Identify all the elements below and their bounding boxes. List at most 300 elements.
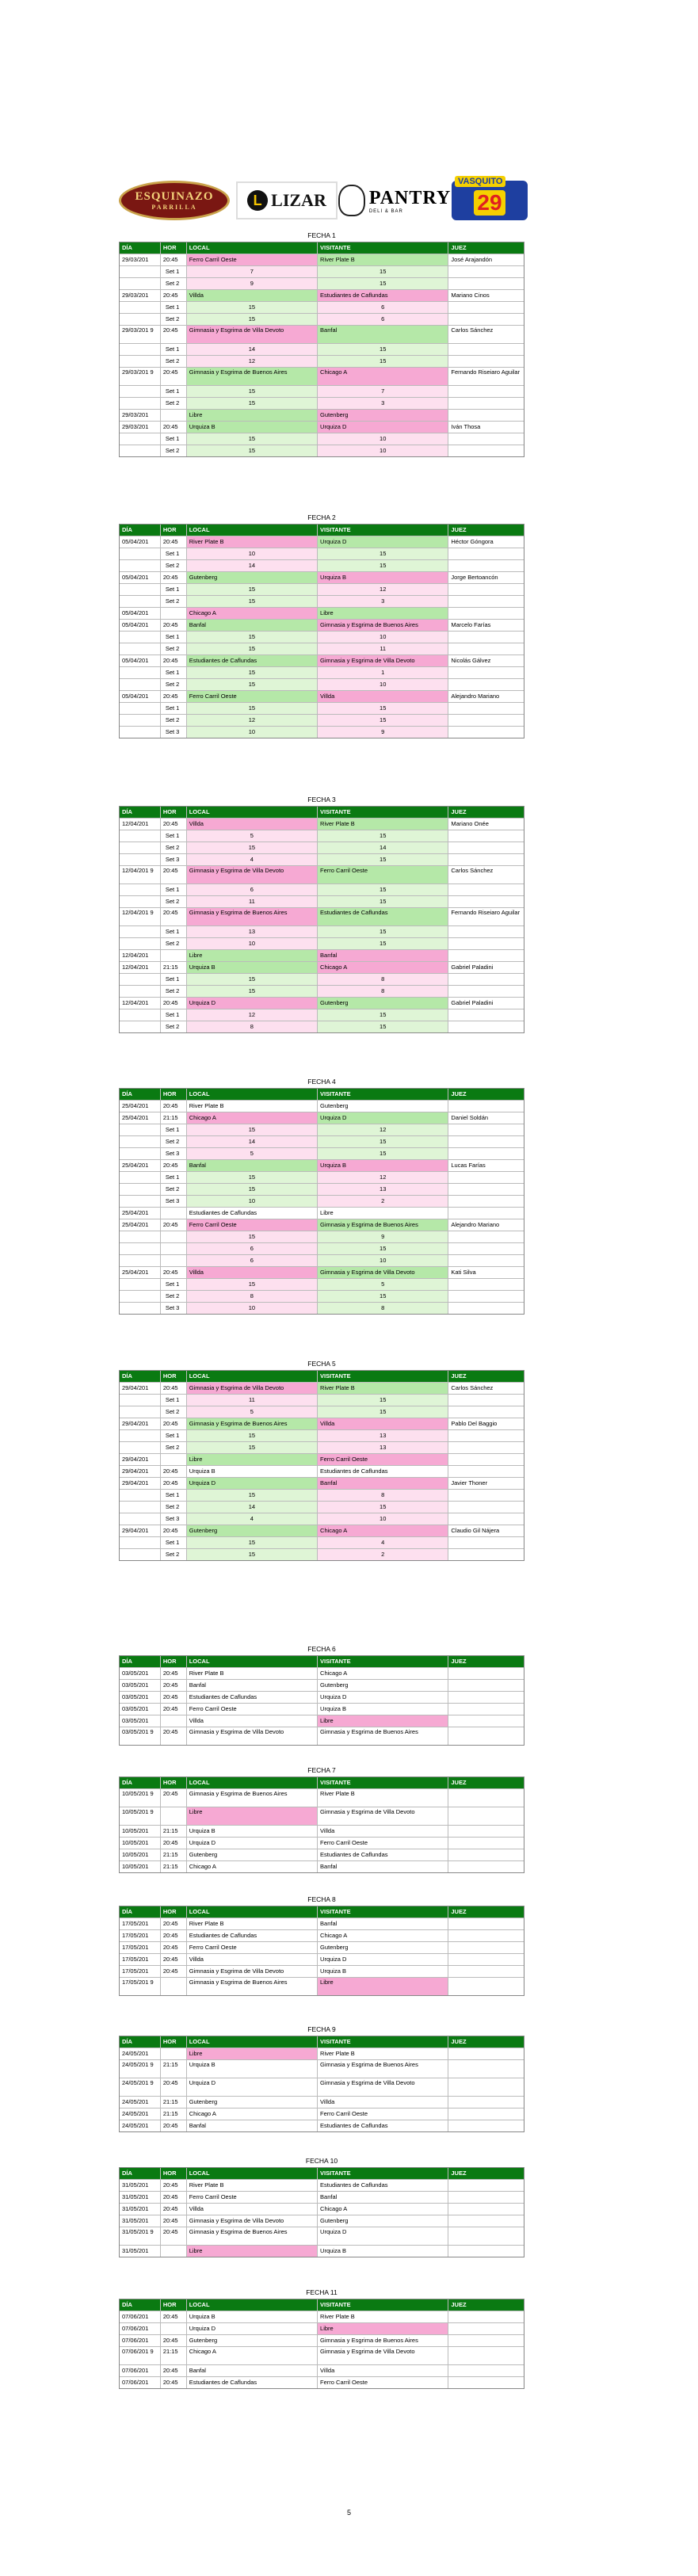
set-empty-cell [448,1442,524,1453]
match-date: 31/05/201 [120,2204,161,2215]
set-empty-cell [448,1255,524,1266]
set-empty-cell [448,1537,524,1548]
set-score-local: 15 [187,1537,318,1548]
match-row [120,950,524,962]
match-date: 17/05/201 [120,1918,161,1929]
set-empty-cell [448,1406,524,1418]
set-row [120,1231,524,1243]
fecha-section [119,1894,524,1996]
match-date: 10/05/201 9 [120,1789,161,1807]
local-team: Libre [187,950,318,961]
header-juez: JUEZ [451,1908,467,1915]
match-date: 03/05/201 [120,1668,161,1679]
set-label: Set 1 [161,667,187,678]
set-label: Set 1 [161,1279,187,1290]
fecha-section [119,1358,524,1561]
match-time: 20:45 [161,2377,187,2388]
set-score-local: 9 [187,278,318,289]
set-empty-cell [448,1490,524,1501]
set-row [120,1406,524,1418]
set-score-visitante: 7 [318,386,448,397]
match-row [120,1383,524,1395]
match-time: 20:45 [161,2120,187,2131]
set-label [161,1231,187,1242]
set-label: Set 3 [161,1303,187,1314]
set-empty-cell [120,926,161,937]
table-header-row [120,2299,524,2311]
fecha-section [119,2155,524,2257]
match-date: 24/05/201 [120,2120,161,2131]
match-referee [448,1668,524,1679]
set-score-local: 15 [187,584,318,595]
set-score-local: 12 [187,356,318,367]
set-score-visitante: 15 [318,1148,448,1159]
match-referee [448,1966,524,1977]
match-row [120,1966,524,1978]
header-local: LOCAL [187,525,318,536]
set-score-visitante: 15 [318,1136,448,1147]
match-time: 20:45 [161,1267,187,1278]
match-referee: Nicolás Gálvez [451,657,491,664]
match-row [120,1692,524,1704]
match-referee: Héctor Góngora [451,538,494,545]
fecha-title: FECHA 1 [307,231,336,239]
header-juez: JUEZ [451,1090,467,1097]
set-score-local: 14 [187,1502,318,1513]
set-label: Set 1 [161,1172,187,1183]
match-referee [448,2120,524,2131]
set-empty-cell [120,643,161,654]
set-empty-cell [448,1148,524,1159]
set-score-local: 4 [187,854,318,865]
match-row [120,2335,524,2347]
header-hor: HOR [161,1906,187,1918]
match-time: 20:45 [161,866,187,883]
set-label: Set 2 [161,596,187,607]
local-team: Gutenberg [187,2097,318,2108]
match-referee [448,2192,524,2203]
set-score-local: 12 [187,715,318,726]
set-empty-cell [120,596,161,607]
match-time: 21:15 [161,1849,187,1860]
local-team: Gimnasia y Esgrima de Villa Devoto [187,1383,318,1394]
fecha-title: FECHA 3 [307,796,336,803]
match-row [120,536,524,548]
header-dia: DÍA [120,242,161,254]
match-referee [448,2311,524,2322]
visitante-team: Ferro Carril Oeste [318,866,448,883]
local-team: Chicago A [187,2347,318,2364]
local-team: Ferro Carril Oeste [187,691,318,702]
match-time: 20:45 [161,1219,187,1231]
match-referee: Gabriel Paladini [451,999,494,1006]
local-team: Gimnasia y Esgrima de Villa Devoto [187,326,318,343]
visitante-team: Ferro Carril Oeste [318,1454,448,1465]
local-team: Urquiza B [187,1466,318,1477]
match-referee [448,1101,524,1112]
match-referee [448,2078,524,2096]
set-row [120,1442,524,1454]
set-score-visitante: 15 [318,356,448,367]
match-time [161,410,187,421]
header-local: LOCAL [187,2168,318,2179]
header-local: LOCAL [187,807,318,818]
set-label: Set 2 [161,356,187,367]
visitante-team: Chicago A [318,1930,448,1941]
visitante-team: Libre [318,1208,448,1219]
header-hor: HOR [161,1656,187,1667]
local-team: River Plate B [187,536,318,548]
set-score-local: 15 [187,302,318,313]
set-row [120,703,524,715]
table-header-row [120,525,524,536]
match-date: 05/04/201 [120,536,161,548]
set-label: Set 2 [161,1549,187,1560]
set-empty-cell [448,1243,524,1254]
set-score-visitante: 3 [318,596,448,607]
visitante-team: Chicago A [318,1525,448,1536]
match-row [120,1978,524,1995]
match-referee [448,2365,524,2376]
set-score-local: 15 [187,1231,318,1242]
match-time: 20:45 [161,368,187,385]
local-team: Urquiza D [187,1838,318,1849]
local-team: Ferro Carril Oeste [187,1704,318,1715]
match-row [120,1789,524,1807]
match-time: 20:45 [161,536,187,548]
esquinazo-logo-subtext: PARRILLA [151,204,197,211]
match-time: 20:45 [161,1418,187,1429]
set-empty-cell [120,1537,161,1548]
table-header-row [120,807,524,819]
header-visitante: VISITANTE [318,242,448,254]
match-row [120,620,524,632]
match-referee: Pablo Del Baggio [451,1420,498,1427]
match-time: 20:45 [161,1838,187,1849]
match-referee [448,1680,524,1691]
sponsor-logos [119,177,531,225]
match-date: 24/05/201 [120,2048,161,2059]
visitante-team: Urquiza B [318,1160,448,1171]
match-referee [448,1715,524,1727]
match-referee [448,608,524,619]
set-label: Set 2 [161,842,187,853]
set-score-visitante: 15 [318,926,448,937]
set-row [120,278,524,290]
set-score-visitante: 10 [318,679,448,690]
set-score-visitante: 15 [318,715,448,726]
visitante-team: Urquiza B [318,1704,448,1715]
set-empty-cell [448,1502,524,1513]
set-score-visitante: 3 [318,398,448,409]
match-date: 29/04/201 [120,1525,161,1536]
header-hor: HOR [161,1777,187,1788]
set-empty-cell [120,445,161,456]
match-referee: Marcelo Farías [451,621,491,628]
local-team: Gutenberg [187,1525,318,1536]
set-empty-cell [120,433,161,445]
match-row [120,2180,524,2192]
visitante-team: Chicago A [318,1668,448,1679]
visitante-team: Gimnasia y Esgrima de Villa Devoto [318,2078,448,2096]
fecha-section [119,512,524,738]
set-empty-cell [448,667,524,678]
local-team: Banfal [187,2365,318,2376]
header-local: LOCAL [187,1371,318,1382]
match-row [120,1160,524,1172]
set-empty-cell [448,433,524,445]
set-empty-cell [120,854,161,865]
match-date: 31/05/201 [120,2192,161,2203]
set-empty-cell [120,1243,161,1254]
local-team: Chicago A [187,2109,318,2120]
set-score-local: 5 [187,830,318,841]
set-row [120,632,524,643]
visitante-team: Gimnasia y Esgrima de Buenos Aires [318,2060,448,2078]
header-visitante: VISITANTE [318,807,448,818]
visitante-team: River Plate B [318,2048,448,2059]
match-referee [448,2227,524,2245]
fecha-title: FECHA 6 [307,1645,336,1653]
set-empty-cell [120,1009,161,1021]
match-referee [448,1807,524,1825]
set-score-local: 10 [187,1196,318,1207]
visitante-team: Banfal [318,1478,448,1489]
header-juez: JUEZ [451,2301,467,2308]
set-score-local: 15 [187,386,318,397]
match-referee [448,1861,524,1872]
match-referee [448,1849,524,1860]
set-label: Set 1 [161,266,187,277]
local-team: Estudiantes de Caflundas [187,2377,318,2388]
match-date: 05/04/201 [120,620,161,631]
set-empty-cell [120,1021,161,1032]
match-referee: Alejandro Mariano [451,693,500,700]
set-score-local: 11 [187,1395,318,1406]
set-empty-cell [448,356,524,367]
visitante-team: Estudiantes de Caflundas [318,1849,448,1860]
match-referee: Mariano Cinos [451,292,490,299]
match-time: 21:15 [161,2347,187,2364]
match-date: 29/04/201 [120,1418,161,1429]
local-team: Ferro Carril Oeste [187,1219,318,1231]
fixture-table [119,2167,524,2257]
header-dia: DÍA [120,1906,161,1918]
match-referee [448,2204,524,2215]
match-referee: Fernando Riseiaro Aguilar [451,909,521,916]
visitante-team: Gimnasia y Esgrima de Buenos Aires [318,1727,448,1745]
match-row [120,1826,524,1838]
set-row [120,314,524,326]
set-label: Set 1 [161,703,187,714]
set-score-visitante: 6 [318,314,448,325]
set-score-local: 15 [187,1549,318,1560]
set-label [161,1243,187,1254]
set-label: Set 3 [161,1196,187,1207]
visitante-team: River Plate B [318,819,448,830]
visitante-team: Chicago A [318,368,448,385]
header-hor: HOR [161,2036,187,2047]
match-referee [448,2109,524,2120]
match-row [120,998,524,1009]
set-score-local: 15 [187,1279,318,1290]
match-referee [448,1466,524,1477]
header-visitante: VISITANTE [318,1777,448,1788]
set-score-local: 15 [187,974,318,985]
fecha-title: FECHA 7 [307,1766,336,1774]
local-team: Banfal [187,1680,318,1691]
match-time: 21:15 [161,962,187,973]
local-team: Villda [187,1954,318,1965]
set-row [120,445,524,456]
match-date: 17/05/201 9 [120,1978,161,1995]
fecha-section [119,230,524,457]
set-empty-cell [448,1021,524,1032]
match-row [120,2109,524,2120]
match-referee [448,1838,524,1849]
set-label: Set 2 [161,1502,187,1513]
set-score-local: 15 [187,445,318,456]
set-empty-cell [448,1279,524,1290]
local-team: Banfal [187,1160,318,1171]
fecha-title: FECHA 10 [305,2157,338,2165]
set-score-local: 10 [187,1303,318,1314]
set-empty-cell [448,1291,524,1302]
set-label: Set 2 [161,715,187,726]
set-row [120,938,524,950]
match-referee [448,2060,524,2078]
match-time: 20:45 [161,2365,187,2376]
visitante-team: Gutenberg [318,2215,448,2227]
set-label: Set 1 [161,884,187,895]
set-row [120,596,524,608]
set-score-visitante: 11 [318,643,448,654]
fixture-table [119,1088,524,1315]
set-score-local: 15 [187,667,318,678]
match-referee [448,1789,524,1807]
match-time [161,1978,187,1995]
table-header-row [120,1656,524,1668]
fixture-table [119,524,524,738]
set-empty-cell [120,679,161,690]
header-dia: DÍA [120,1089,161,1100]
set-score-visitante: 15 [318,344,448,355]
local-team: Gimnasia y Esgrima de Villa Devoto [187,866,318,883]
set-row [120,1537,524,1549]
table-header-row [120,1777,524,1789]
match-row [120,1418,524,1430]
match-date: 10/05/201 [120,1838,161,1849]
set-empty-cell [120,974,161,985]
set-empty-cell [448,1184,524,1195]
match-row [120,2246,524,2257]
set-score-visitante: 8 [318,974,448,985]
esquinazo-logo-text: ESQUINAZO [135,190,214,203]
match-referee: Claudio Gil Nájera [451,1527,500,1534]
set-empty-cell [120,560,161,571]
set-label: Set 1 [161,632,187,643]
fecha-title: FECHA 9 [307,2025,336,2033]
set-label: Set 1 [161,830,187,841]
fecha-section [119,1643,524,1746]
set-empty-cell [120,1172,161,1183]
set-empty-cell [448,344,524,355]
set-empty-cell [120,632,161,643]
match-referee: Daniel Soldán [451,1114,489,1121]
set-score-local: 15 [187,596,318,607]
match-time [161,2048,187,2059]
set-row [120,679,524,691]
set-row [120,1513,524,1525]
set-empty-cell [120,1136,161,1147]
set-empty-cell [120,986,161,997]
set-score-local: 11 [187,896,318,907]
match-row [120,2323,524,2335]
match-time: 21:15 [161,1826,187,1837]
set-empty-cell [120,1442,161,1453]
match-date: 29/03/201 9 [120,326,161,343]
set-label: Set 1 [161,344,187,355]
local-team: Urquiza B [187,962,318,973]
fixture-table [119,2299,524,2389]
visitante-team: River Plate B [318,2311,448,2322]
visitante-team: Gimnasia y Esgrima de Villa Devoto [318,2347,448,2364]
set-score-visitante: 10 [318,632,448,643]
set-row [120,727,524,738]
set-score-visitante: 15 [318,830,448,841]
match-date: 29/03/201 [120,410,161,421]
set-empty-cell [448,1303,524,1314]
match-row [120,1466,524,1478]
set-row [120,643,524,655]
visitante-team: Libre [318,2323,448,2334]
match-referee: Lucas Farías [451,1162,486,1169]
set-empty-cell [120,278,161,289]
set-score-local: 15 [187,433,318,445]
match-referee [448,1208,524,1219]
set-score-visitante: 15 [318,560,448,571]
local-team: Villda [187,2204,318,2215]
set-empty-cell [448,854,524,865]
match-referee [448,950,524,961]
match-row [120,1954,524,1966]
fecha-section [119,2287,524,2389]
set-empty-cell [120,1549,161,1560]
set-score-visitante: 15 [318,278,448,289]
header-local: LOCAL [187,1906,318,1918]
local-team: Gutenberg [187,1849,318,1860]
match-row [120,2048,524,2060]
set-score-visitante: 15 [318,703,448,714]
local-team: Gimnasia y Esgrima de Buenos Aires [187,368,318,385]
set-row [120,1148,524,1160]
match-date: 12/04/201 [120,962,161,973]
set-empty-cell [448,445,524,456]
visitante-team: Villda [318,1418,448,1429]
visitante-team: Banfal [318,1918,448,1929]
match-date: 25/04/201 [120,1208,161,1219]
table-header-row [120,242,524,254]
match-date: 03/05/201 [120,1704,161,1715]
match-date: 31/05/201 [120,2180,161,2191]
header-dia: DÍA [120,807,161,818]
set-score-visitante: 10 [318,433,448,445]
set-score-local: 4 [187,1513,318,1525]
visitante-team: Gutenberg [318,1101,448,1112]
set-label [161,1255,187,1266]
match-referee [448,2347,524,2364]
set-row [120,344,524,356]
